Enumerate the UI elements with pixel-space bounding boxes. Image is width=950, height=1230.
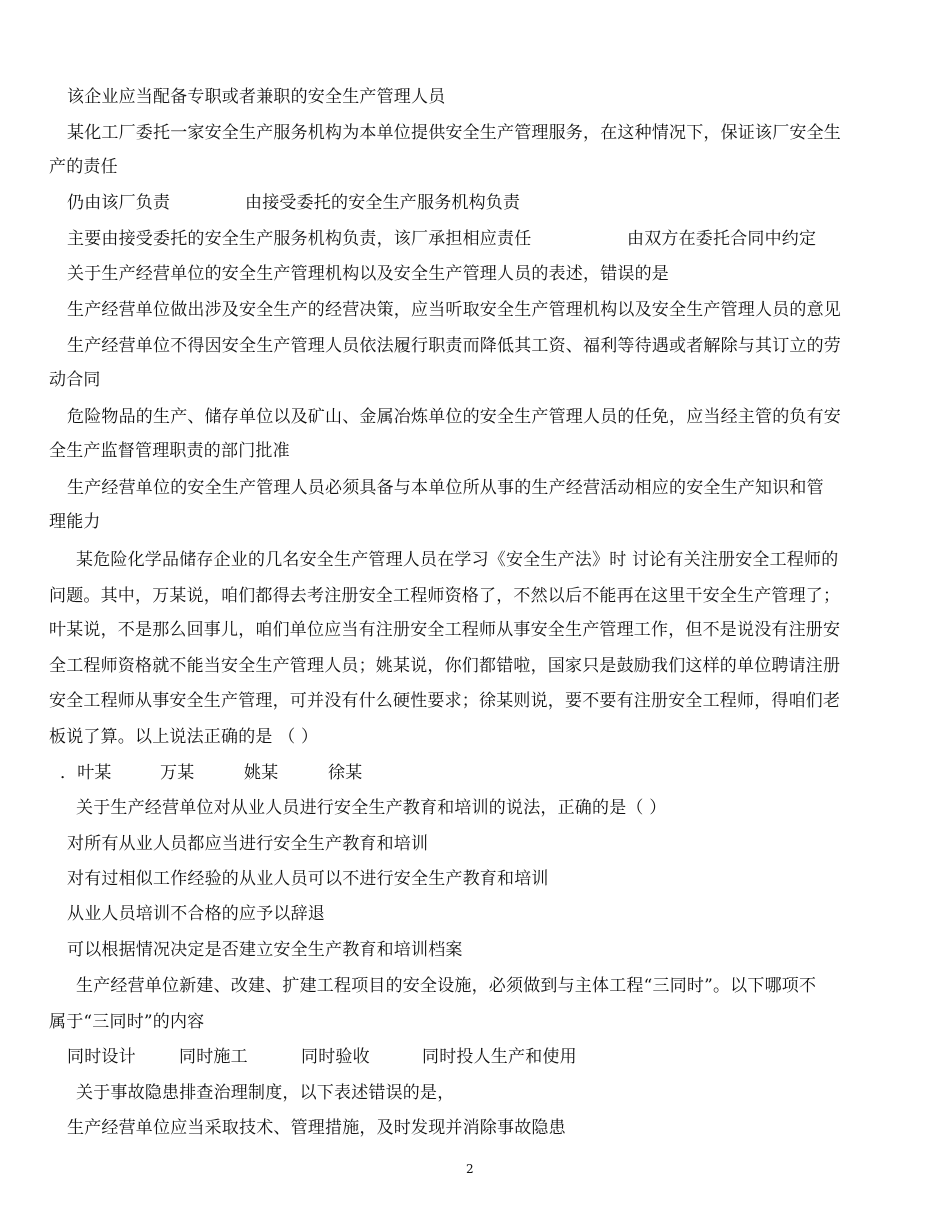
text-line: 对所有从业人员都应当进行安全生产教育和培训 (67, 834, 429, 854)
text-line: 全生产监督管理职责的部门批准 (49, 441, 290, 461)
text-line: 生产经营单位不得因安全生产管理人员依法履行职责而降低其工资、福利等待遇或者解除与其订立的劳 (67, 336, 841, 356)
text-line: 可以根据情况决定是否建立安全生产教育和培训档案 (67, 940, 463, 960)
option-c: 主要由接受委托的安全生产服务机构负责，该厂承担相应责任 (67, 229, 532, 249)
option-a: 仍由该厂负责 (67, 193, 171, 213)
text-line: 生产经营单位做出涉及安全生产的经营决策，应当听取安全生产管理机构以及安全生产管理人员的意见 (67, 300, 841, 320)
option-d: 徐某 (328, 763, 363, 783)
text-line: 关于事故隐患排查治理制度，以下表述错误的是， (76, 1083, 455, 1103)
option-a: 同时设计 (67, 1047, 136, 1067)
option-row (67, 229, 927, 249)
text-line: 某化工厂委托一家安全生产服务机构为本单位提供安全生产管理服务，在这种情况下，保证该厂安全生 (67, 123, 841, 143)
option-d: 同时投人生产和使用 (422, 1047, 577, 1067)
option-b: 同时施工 (179, 1047, 248, 1067)
text-line: 板说了算。以上说法正确的是 （ ） (49, 727, 319, 747)
option-b: 万某 (160, 763, 195, 783)
text-line: 属于“三同时”的内容 (49, 1012, 205, 1032)
text-line: 关于生产经营单位对从业人员进行安全生产教育和培训的说法，正确的是（ ） (76, 798, 667, 818)
text-line: 生产经营单位新建、改建、扩建工程项目的安全设施，必须做到与主体工程“三同时”。以下哪项不 (76, 976, 817, 996)
text-line: 全工程师资格就不能当安全生产管理人员；姚某说，你们都错啦，国家只是鼓励我们这样的单位聘请注册 (49, 656, 841, 676)
text-line: 产的责任 (49, 157, 118, 177)
text-line: 生产经营单位的安全生产管理人员必须具备与本单位所从事的生产经营活动相应的安全生产知识和管 (67, 478, 824, 498)
page-number: 2 (466, 1162, 474, 1176)
option-c: 同时验收 (301, 1047, 370, 1067)
text-line: 某危险化学品储存企业的几名安全生产管理人员在学习《安全生产法》时 讨论有关注册安全工程师的 (76, 550, 839, 570)
text-line: 对有过相似工作经验的从业人员可以不进行安全生产教育和培训 (67, 869, 549, 889)
text-line: 从业人员培训不合格的应予以辞退 (67, 904, 325, 924)
text-line: 该企业应当配备专职或者兼职的安全生产管理人员 (67, 87, 446, 107)
option-a: ．叶某 (60, 763, 112, 783)
option-row (67, 1047, 927, 1067)
text-line: 叶某说，不是那么回事儿，咱们单位应当有注册安全工程师从事安全生产管理工作，但不是说没有注册安 (49, 620, 841, 640)
option-c: 姚某 (244, 763, 279, 783)
option-row (67, 193, 927, 213)
option-d: 由双方在委托合同中约定 (627, 229, 817, 249)
text-line: 关于生产经营单位的安全生产管理机构以及安全生产管理人员的表述，错误的是 (67, 264, 669, 284)
text-line: 动合同 (49, 370, 101, 390)
text-line: 生产经营单位应当采取技术、管理措施，及时发现并消除事故隐患 (67, 1118, 566, 1138)
option-b: 由接受委托的安全生产服务机构负责 (245, 193, 521, 213)
text-line: 安全工程师从事安全生产管理，可并没有什么硬性要求；徐某则说，要不要有注册安全工程师，得咱们老 (49, 691, 841, 711)
option-row (60, 763, 920, 783)
text-line: 危险物品的生产、储存单位以及矿山、金属冶炼单位的安全生产管理人员的任免，应当经主管的负有安 (67, 407, 841, 427)
text-line: 问题。其中，万某说，咱们都得去考注册安全工程师资格了，不然以后不能再在这里干安全生产管理了； (49, 586, 841, 606)
text-line: 理能力 (49, 512, 101, 532)
